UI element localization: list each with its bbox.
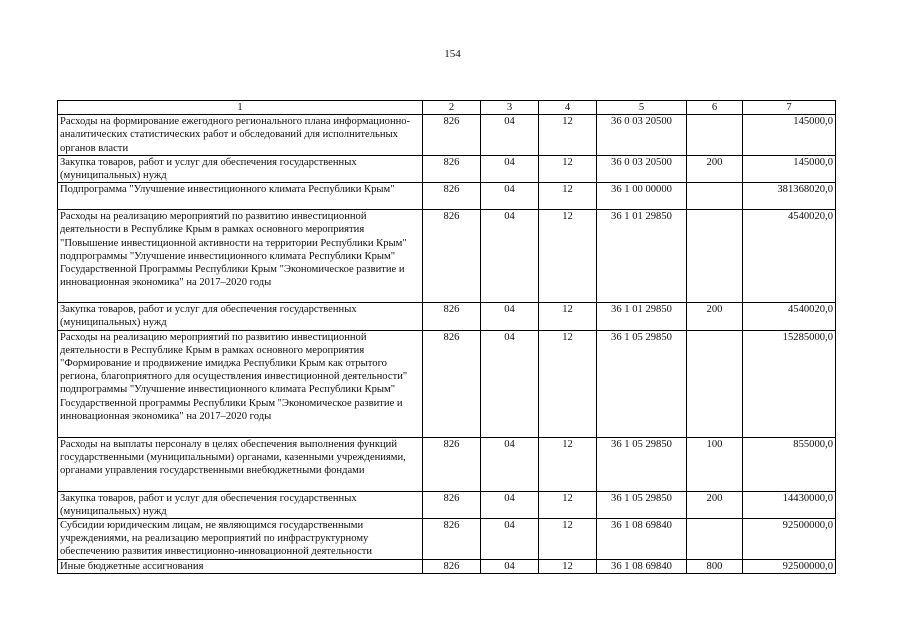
row-amount: 4540020,0 <box>743 303 836 330</box>
row-target-article: 36 1 05 29850 <box>597 437 687 491</box>
row-description: Расходы на формирование ежегодного регионального плана информационно-аналитических статистических работ и обследований для исполнительных органов власти <box>58 115 423 156</box>
row-expense-type: 200 <box>687 491 743 518</box>
row-section: 04 <box>481 559 539 573</box>
table-row <box>58 559 836 573</box>
row-grbs-code: 826 <box>423 210 481 303</box>
row-section: 04 <box>481 303 539 330</box>
row-expense-type: 100 <box>687 437 743 491</box>
row-subsection: 12 <box>539 115 597 156</box>
row-grbs-code: 826 <box>423 115 481 156</box>
row-description: Расходы на реализацию мероприятий по развитию инвестиционной деятельности в Республике Крым в рамках основного мероприятия "Формирование и продвижение имиджа Республики Крым как отрытого региона, благоприятного для осуществления инвестиционной деятельности" подпрограммы "Улучшение инвестиционного климата Республики Крым" Государственной программы Республики Крым "Экономическое развитие и инновационная экономика" на 2017–2020 годы <box>58 330 423 437</box>
table-row <box>58 183 836 210</box>
table-header-row <box>58 101 836 115</box>
table-row <box>58 437 836 491</box>
row-section: 04 <box>481 210 539 303</box>
row-target-article: 36 0 03 20500 <box>597 155 687 182</box>
row-description: Закупка товаров, работ и услуг для обеспечения государственных (муниципальных) нужд <box>58 491 423 518</box>
row-expense-type: 200 <box>687 303 743 330</box>
row-amount: 145000,0 <box>743 155 836 182</box>
row-target-article: 36 1 05 29850 <box>597 330 687 437</box>
row-grbs-code: 826 <box>423 491 481 518</box>
row-amount: 15285000,0 <box>743 330 836 437</box>
row-expense-type <box>687 210 743 303</box>
row-grbs-code: 826 <box>423 519 481 560</box>
table-row <box>58 210 836 303</box>
row-section: 04 <box>481 437 539 491</box>
table-row <box>58 155 836 182</box>
row-grbs-code: 826 <box>423 155 481 182</box>
row-amount: 92500000,0 <box>743 519 836 560</box>
row-section: 04 <box>481 330 539 437</box>
table-row <box>58 330 836 437</box>
row-amount: 381368020,0 <box>743 183 836 210</box>
row-subsection: 12 <box>539 519 597 560</box>
row-expense-type <box>687 183 743 210</box>
row-amount: 4540020,0 <box>743 210 836 303</box>
row-subsection: 12 <box>539 330 597 437</box>
row-grbs-code: 826 <box>423 303 481 330</box>
budget-table <box>57 100 836 574</box>
row-subsection: 12 <box>539 210 597 303</box>
table-row <box>58 519 836 560</box>
row-expense-type <box>687 519 743 560</box>
row-description: Закупка товаров, работ и услуг для обеспечения государственных (муниципальных) нужд <box>58 155 423 182</box>
row-target-article: 36 1 05 29850 <box>597 491 687 518</box>
row-section: 04 <box>481 519 539 560</box>
row-section: 04 <box>481 491 539 518</box>
row-amount: 92500000,0 <box>743 559 836 573</box>
row-description: Субсидии юридическим лицам, не являющимся государственными учреждениями, на реализацию мероприятий по инфраструктурному обеспечению развития инвестиционно-инновационной деятельности <box>58 519 423 560</box>
row-subsection: 12 <box>539 559 597 573</box>
row-grbs-code: 826 <box>423 559 481 573</box>
row-target-article: 36 1 01 29850 <box>597 210 687 303</box>
row-grbs-code: 826 <box>423 330 481 437</box>
row-target-article: 36 1 08 69840 <box>597 519 687 560</box>
page-number: 154 <box>444 48 461 60</box>
row-section: 04 <box>481 155 539 182</box>
column-header-6: 6 <box>687 101 743 115</box>
row-grbs-code: 826 <box>423 183 481 210</box>
row-target-article: 36 1 01 29850 <box>597 303 687 330</box>
column-header-3: 3 <box>481 101 539 115</box>
column-header-4: 4 <box>539 101 597 115</box>
row-grbs-code: 826 <box>423 437 481 491</box>
row-expense-type: 800 <box>687 559 743 573</box>
row-description: Расходы на реализацию мероприятий по развитию инвестиционной деятельности в Республике Крым в рамках основного мероприятия "Повышение инвестиционной активности на территории Республики Крым" подпрограммы "Улучшение инвестиционного климата Республики Крым" Государственной Программы Республики Крым "Экономическое развитие и инновационная экономика" на 2017–2020 годы <box>58 210 423 303</box>
table-row <box>58 491 836 518</box>
row-target-article: 36 0 03 20500 <box>597 115 687 156</box>
row-description: Расходы на выплаты персоналу в целях обеспечения выполнения функций государственными (муниципальными) органами, казенными учреждениями, органами управления государственными внебюджетными фондами <box>58 437 423 491</box>
row-amount: 14430000,0 <box>743 491 836 518</box>
row-description: Подпрограмма "Улучшение инвестиционного климата Республики Крым" <box>58 183 423 210</box>
row-subsection: 12 <box>539 437 597 491</box>
column-header-2: 2 <box>423 101 481 115</box>
table-row <box>58 115 836 156</box>
row-description: Иные бюджетные ассигнования <box>58 559 423 573</box>
row-subsection: 12 <box>539 183 597 210</box>
row-target-article: 36 1 08 69840 <box>597 559 687 573</box>
row-section: 04 <box>481 115 539 156</box>
row-section: 04 <box>481 183 539 210</box>
row-amount: 145000,0 <box>743 115 836 156</box>
column-header-7: 7 <box>743 101 836 115</box>
row-expense-type: 200 <box>687 155 743 182</box>
row-expense-type <box>687 330 743 437</box>
column-header-1: 1 <box>58 101 423 115</box>
row-expense-type <box>687 115 743 156</box>
table-row <box>58 303 836 330</box>
column-header-5: 5 <box>597 101 687 115</box>
row-description: Закупка товаров, работ и услуг для обеспечения государственных (муниципальных) нужд <box>58 303 423 330</box>
row-subsection: 12 <box>539 303 597 330</box>
row-amount: 855000,0 <box>743 437 836 491</box>
row-target-article: 36 1 00 00000 <box>597 183 687 210</box>
row-subsection: 12 <box>539 155 597 182</box>
row-subsection: 12 <box>539 491 597 518</box>
